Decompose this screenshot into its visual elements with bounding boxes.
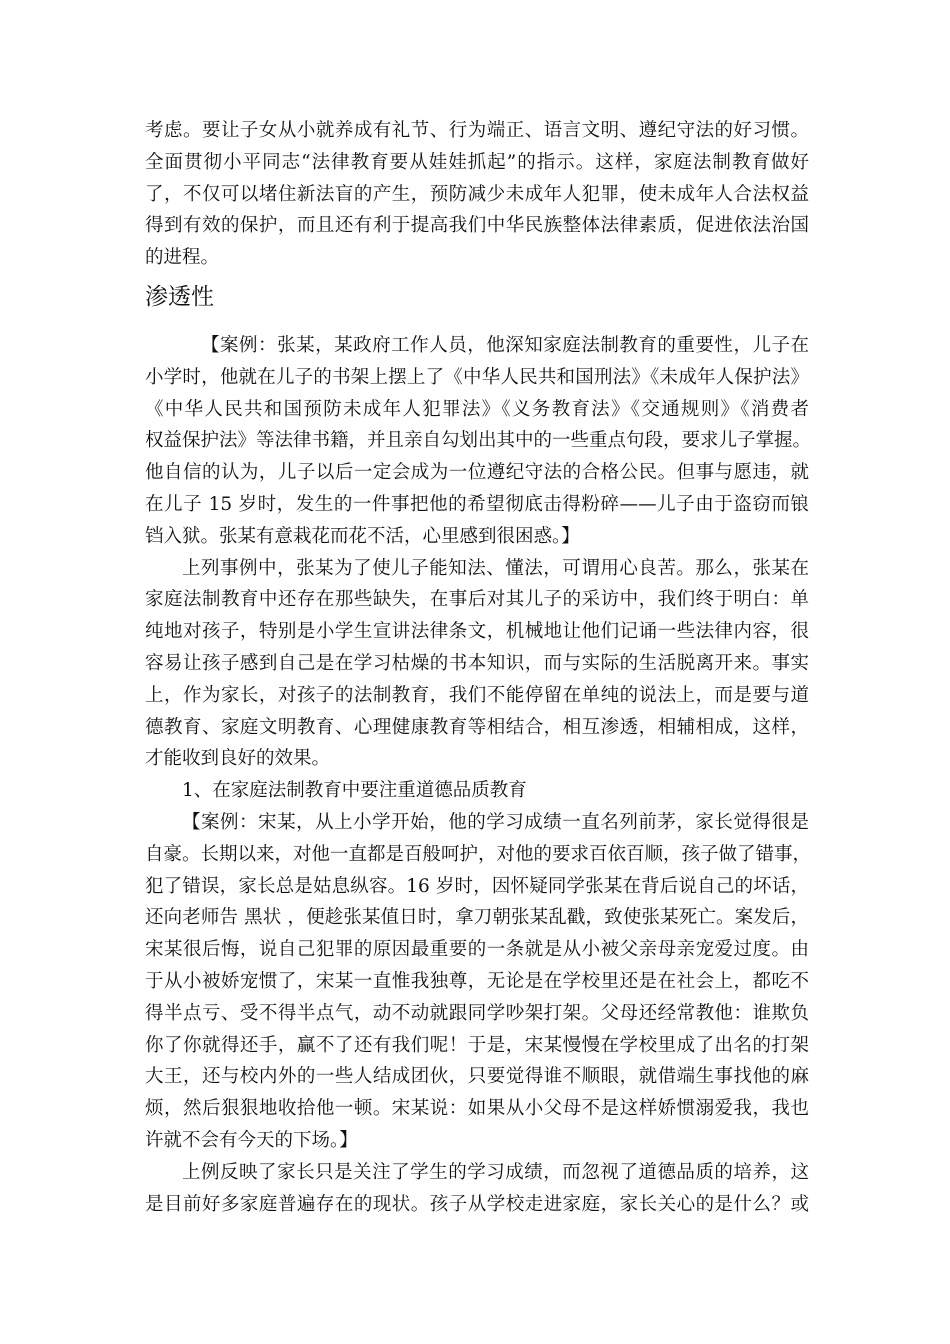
text-line: 还向老师告 黑状 ，便趁张某值日时，拿刀朝张某乱戳，致使张某死亡。案发后，	[145, 907, 809, 929]
text-line: 在儿子 15 岁时，发生的一件事把他的希望彻底击得粉碎——儿子由于盗窃而锒	[145, 493, 809, 515]
text-line: 上，作为家长，对孩子的法制教育，我们不能停留在单纯的说法上，而是要与道	[145, 684, 809, 706]
text-line: 宋某很后悔，说自己犯罪的原因最重要的一条就是从小被父亲母亲宠爱过度。由	[145, 939, 809, 961]
case-paragraph-2	[145, 807, 812, 1157]
text-line: 的进程。	[145, 247, 220, 269]
text-line: 家庭法制教育中还存在那些缺失，在事后对其儿子的采访中，我们终于明白：单	[145, 589, 809, 611]
text-line: 铛入狱。张某有意栽花而花不活，心里感到很困惑。】	[145, 525, 580, 547]
text-line: 《中华人民共和国预防未成年人犯罪法》《义务教育法》《交通规则》《消费者	[145, 398, 809, 420]
text-line: 自豪。长期以来，对他一直都是百般呵护，对他的要求百依百顺，孩子做了错事，	[145, 843, 812, 865]
intro-paragraph	[145, 115, 809, 274]
text-line: 得到有效的保护，而且还有利于提高我们中华民族整体法律素质，促进依法治国	[145, 215, 809, 237]
text-line: 【案例：宋某，从上小学开始，他的学习成绩一直名列前茅，家长觉得很是	[182, 811, 809, 833]
document-page	[145, 115, 812, 1220]
text-line: 许就不会有今天的下场。】	[145, 1129, 358, 1151]
text-line: 上列事例中，张某为了使儿子能知法、懂法，可谓用心良苦。那么，张某在	[182, 557, 809, 579]
text-line: 纯地对孩子，特别是小学生宣讲法律条文，机械地让他们记诵一些法律内容，很	[145, 621, 809, 643]
text-line: 了，不仅可以堵住新法盲的产生，预防减少未成年人犯罪，使未成年人合法权益	[145, 183, 809, 205]
text-line: 烦，然后狠狠地收拾他一顿。宋某说：如果从小父母不是这样娇惯溺爱我，我也	[145, 1098, 809, 1120]
text-line: 于从小被娇宠惯了，宋某一直惟我独尊，无论是在学校里还是在社会上，都吃不	[145, 970, 809, 992]
section-heading: 渗透性	[145, 283, 214, 310]
text-line: 小学时，他就在儿子的书架上摆上了《中华人民共和国刑法》《未成年人保护法》	[145, 366, 809, 388]
analysis-paragraph-2	[145, 1157, 809, 1221]
case-paragraph-1	[145, 330, 812, 553]
text-line: 权益保护法》等法律书籍，并且亲自勾划出其中的一些重点句段，要求儿子掌握。	[145, 430, 812, 452]
analysis-paragraph-1	[145, 553, 809, 776]
text-line: 【案例：张某，某政府工作人员，他深知家庭法制教育的重要性，儿子在	[201, 334, 809, 356]
text-line: 大王，还与校内外的一些人结成团伙，只要觉得谁不顺眼，就借端生事找他的麻	[145, 1066, 809, 1088]
text-line: 德教育、家庭文明教育、心理健康教育等相结合，相互渗透，相辅相成，这样，	[145, 716, 809, 738]
text-line: 才能收到良好的效果。	[145, 748, 331, 770]
text-line: 容易让孩子感到自己是在学习枯燥的书本知识，而与实际的生活脱离开来。事实	[145, 652, 809, 674]
text-line: 犯了错误，家长总是姑息纵容。16 岁时，因怀疑同学张某在背后说自己的坏话，	[145, 875, 809, 897]
text-line: 是目前好多家庭普遍存在的现状。孩子从学校走进家庭，家长关心的是什么？或	[145, 1193, 809, 1215]
text-line: 他自信的认为，儿子以后一定会成为一位遵纪守法的合格公民。但事与愿违，就	[145, 462, 809, 484]
subheading: 1、在家庭法制教育中要注重道德品质教育	[182, 780, 527, 802]
text-line: 得半点亏、受不得半点气，动不动就跟同学吵架打架。父母还经常教他：谁欺负	[145, 1002, 809, 1024]
text-line: 上例反映了家长只是关注了学生的学习成绩，而忽视了道德品质的培养，这	[182, 1161, 809, 1183]
text-line: 全面贯彻小平同志“法律教育要从娃娃抓起”的指示。这样，家庭法制教育做好	[145, 151, 809, 173]
text-line: 考虑。要让子女从小就养成有礼节、行为端正、语言文明、遵纪守法的好习惯。	[145, 120, 809, 141]
text-line: 你了你就得还手，赢不了还有我们呢！于是，宋某慢慢在学校里成了出名的打架	[145, 1034, 809, 1056]
